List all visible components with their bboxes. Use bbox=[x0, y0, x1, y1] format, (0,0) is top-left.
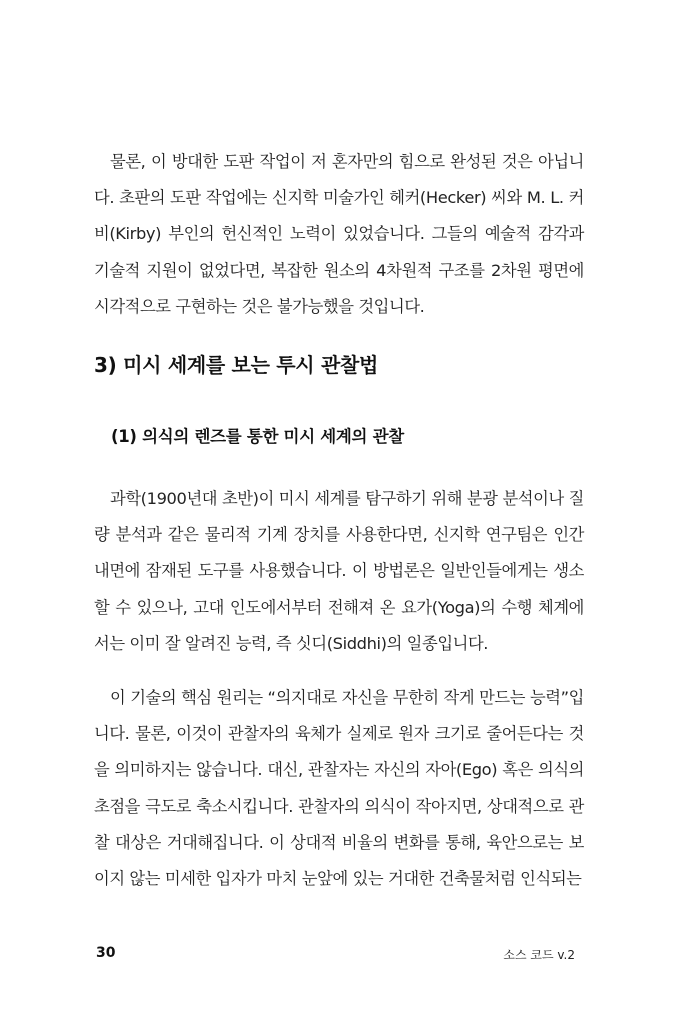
body-paragraph: 과학(1900년대 초반)이 미시 세계를 탐구하기 위해 분광 분석이나 질량 분석과 같은 물리적 기계 장치를 사용한다면, 신지학 연구팀은 인간 내면에 잠재된 도구를 사용했습니다. 이 방법론은 일반인들에게는 생소할 수 있으나, 고대 인도에서부터 전해져 온 요가(Yoga)의 수행 체계에서는 이미 잘 알려진 능력, 즉 싯디(Siddhi)의 일종입니다. bbox=[94, 489, 584, 653]
subsection-heading: (1) 의식의 렌즈를 통한 미시 세계의 관찰 bbox=[111, 427, 404, 446]
page-number: 30 bbox=[96, 945, 116, 961]
body-paragraph: 물론, 이 방대한 도판 작업이 저 혼자만의 힘으로 완성된 것은 아닙니다. 초판의 도판 작업에는 신지학 미술가인 헤커(Hecker) 씨와 M. L. 커비(Kirby) 부인의 헌신적인 노력이 있었습니다. 그들의 예술적 감각과 기술적 지원이 없었다면, 복잡한 원소의 4차원적 구조를 2차원 평면에 시각적으로 구현하는 것은 불가능했을 것입니다. bbox=[94, 152, 584, 316]
section-heading: 3) 미시 세계를 보는 투시 관찰법 bbox=[94, 353, 379, 377]
running-footer-title: 소스 코드 v.2 bbox=[503, 948, 575, 962]
body-paragraph: 이 기술의 핵심 원리는 “의지대로 자신을 무한히 작게 만드는 능력”입니다. 물론, 이것이 관찰자의 육체가 실제로 원자 크기로 줄어든다는 것을 의미하지는 않습니다. 대신, 관찰자는 자신의 자아(Ego) 혹은 의식의 초점을 극도로 축소시킵니다. 관찰자의 의식이 작아지면, 상대적으로 관찰 대상은 거대해집니다. 이 상대적 비율의 변화를 통해, 육안으로는 보이지 않는 미세한 입자가 마치 눈앞에 있는 거대한 건축물처럼 인식되는 bbox=[94, 688, 584, 889]
